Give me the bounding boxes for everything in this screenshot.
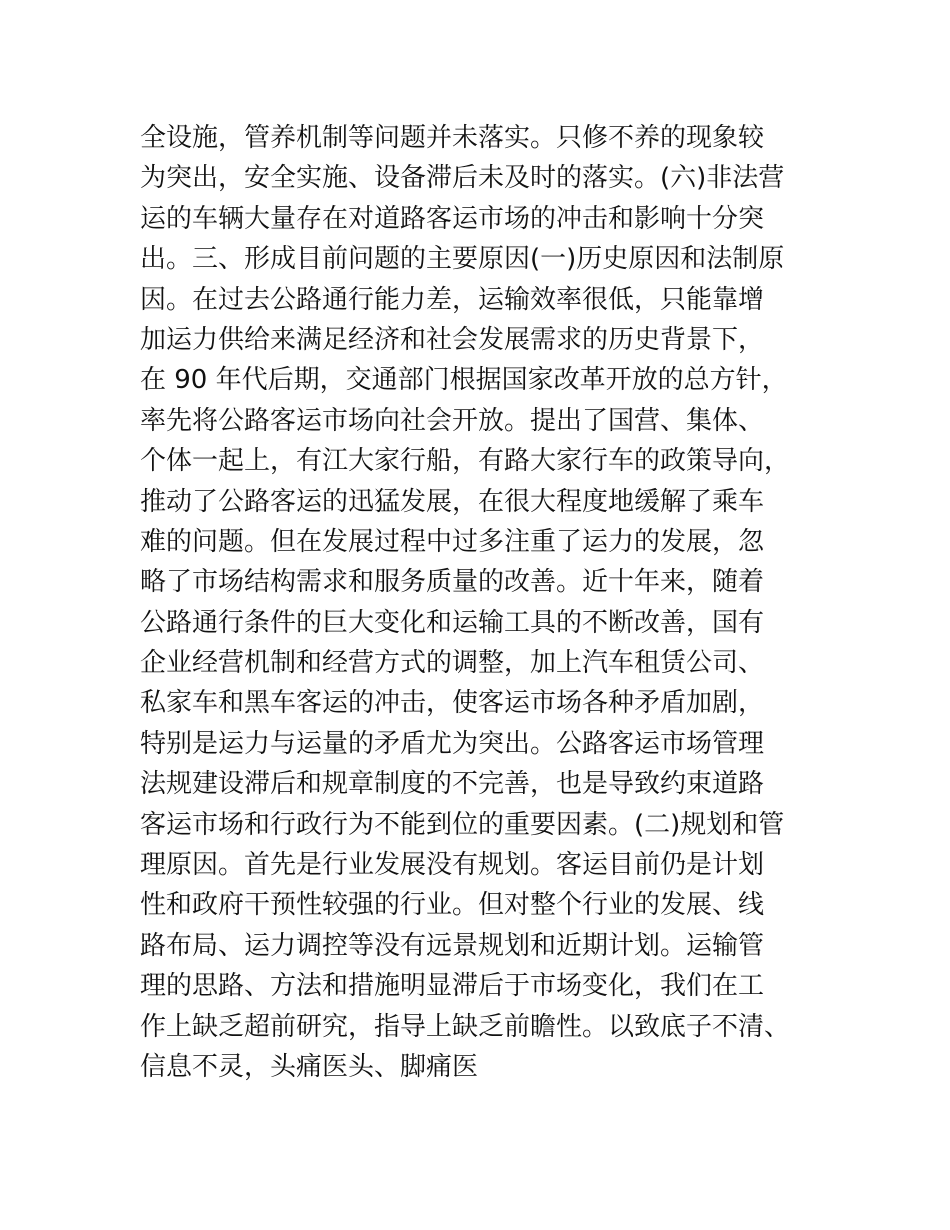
text-line-20: 性和政府干预性较强的行业。但对整个行业的发展、线 (140, 890, 765, 921)
text-line-17: 法规建设滞后和规章制度的不完善，也是导致约束道路 (140, 769, 765, 800)
text-line-21: 路布局、运力调控等没有远景规划和近期计划。运输管 (140, 930, 765, 961)
text-line-16: 特别是运力与运量的矛盾尤为突出。公路客运市场管理 (140, 728, 765, 759)
text-line-13: 公路通行条件的巨大变化和运输工具的不断改善，国有 (140, 607, 765, 638)
text-line-2: 为突出，安全实施、设备滞后未及时的落实。(六)非法营 (140, 163, 785, 194)
text-line-14: 企业经营机制和经营方式的调整，加上汽车租赁公司、 (140, 648, 765, 679)
text-line-10: 推动了公路客运的迅猛发展，在很大程度地缓解了乘车 (140, 486, 765, 517)
text-line-19: 理原因。首先是行业发展没有规划。客运目前仍是计划 (140, 850, 765, 881)
text-line-11: 难的问题。但在发展过程中过多注重了运力的发展，忽 (140, 526, 765, 557)
body-text (140, 118, 820, 1087)
text-line-12: 略了市场结构需求和服务质量的改善。近十年来，随着 (140, 567, 765, 598)
text-line-24: 信息不灵，头痛医头、脚痛医 (140, 1051, 479, 1082)
text-line-15: 私家车和黑车客运的冲击，使客运市场各种矛盾加剧， (140, 688, 765, 719)
text-line-9: 个体一起上，有江大家行船，有路大家行车的政策导向， (140, 446, 791, 477)
text-line-4: 出。三、形成目前问题的主要原因(一)历史原因和法制原 (140, 244, 785, 275)
text-line-7: 在 90 年代后期，交通部门根据国家改革开放的总方针， (140, 365, 788, 396)
text-line-22: 理的思路、方法和措施明显滞后于市场变化，我们在工 (140, 971, 765, 1002)
text-line-1: 全设施，管养机制等问题并未落实。只修不养的现象较 (140, 123, 765, 153)
text-line-18: 客运市场和行政行为不能到位的重要因素。(二)规划和管 (140, 809, 785, 840)
text-line-6: 加运力供给来满足经济和社会发展需求的历史背景下， (140, 324, 765, 355)
text-line-5: 因。在过去公路通行能力差，运输效率很低，只能靠增 (140, 284, 765, 315)
text-line-3: 运的车辆大量存在对道路客运市场的冲击和影响十分突 (140, 203, 765, 234)
text-line-23: 作上缺乏超前研究，指导上缺乏前瞻性。以致底子不清、 (140, 1011, 791, 1042)
text-line-8: 率先将公路客运市场向社会开放。提出了国营、集体、 (140, 405, 765, 436)
